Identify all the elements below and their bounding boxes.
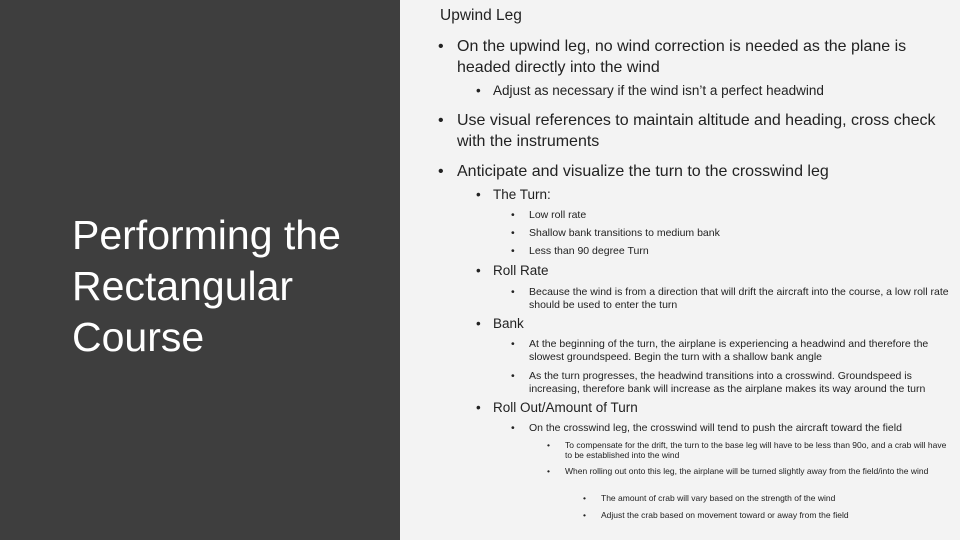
bullet-marker: • [438,112,444,129]
bullet-marker: • [511,245,515,257]
bullet-bank-progress: As the turn progresses, the headwind transitions into a crosswind. Groundspeed is increasing, therefore bank will increase as the airplane makes its way around the turn [529,370,926,395]
bullet-marker: • [547,440,550,450]
bullet-marker: • [511,370,515,382]
bullet-marker: • [476,263,481,278]
bullet-marker: • [438,38,444,55]
bullet-low-roll-rate: Low roll rate [529,209,587,221]
bullet-adjust-headwind: Adjust as necessary if the wind isn’t a perfect headwind [493,83,824,98]
subheading-roll-rate: Roll Rate [493,263,549,278]
bullet-anticipate-turn: Anticipate and visualize the turn to the crosswind leg [457,163,829,180]
bullet-marker: • [583,510,586,520]
subheading-the-turn: The Turn: [493,187,551,202]
bullet-upwind-no-correction: On the upwind leg, no wind correction is needed as the plane is headed directly into the wind [457,38,907,76]
bullet-marker: • [547,466,550,476]
bullet-marker: • [511,422,515,434]
bullet-bank-beginning: At the beginning of the turn, the airplane is experiencing a headwind and therefore the slowest groundspeed. Begin the turn with a shallow bank angle [529,338,929,363]
subheading-roll-out: Roll Out/Amount of Turn [493,400,638,415]
bullet-visual-references: Use visual references to maintain altitude and heading, cross check with the instruments [457,112,936,150]
bullet-shallow-bank: Shallow bank transitions to medium bank [529,227,720,239]
bullet-rolling-out: When rolling out onto this leg, the airplane will be turned slightly away from the field/into the wind [565,466,929,476]
bullet-marker: • [476,316,481,331]
bullet-marker: • [476,187,481,202]
bullet-marker: • [476,83,481,98]
bullet-marker: • [511,227,515,239]
bullet-marker: • [511,209,515,221]
bullet-less-than-90: Less than 90 degree Turn [529,245,649,257]
bullet-compensate-drift: To compensate for the drift, the turn to the base leg will have to be less than 90o, and a crab will have to be established into the wind [565,440,947,460]
bullet-marker: • [511,338,515,350]
bullet-marker: • [438,163,444,180]
bullet-adjust-crab: Adjust the crab based on movement toward or away from the field [601,510,849,520]
slide-title: Performing the Rectangular Course [72,212,341,360]
bullet-marker: • [583,493,586,503]
subheading-bank: Bank [493,316,524,331]
section-heading: Upwind Leg [440,7,522,24]
bullet-crosswind-push: On the crosswind leg, the crosswind will tend to push the aircraft toward the field [529,422,902,434]
bullet-roll-rate-detail: Because the wind is from a direction that will drift the aircraft into the course, a low roll rate should be used to enter the turn [529,286,949,311]
bullet-marker: • [476,400,481,415]
bullet-crab-amount: The amount of crab will vary based on the strength of the wind [601,493,836,503]
bullet-marker: • [511,286,515,298]
